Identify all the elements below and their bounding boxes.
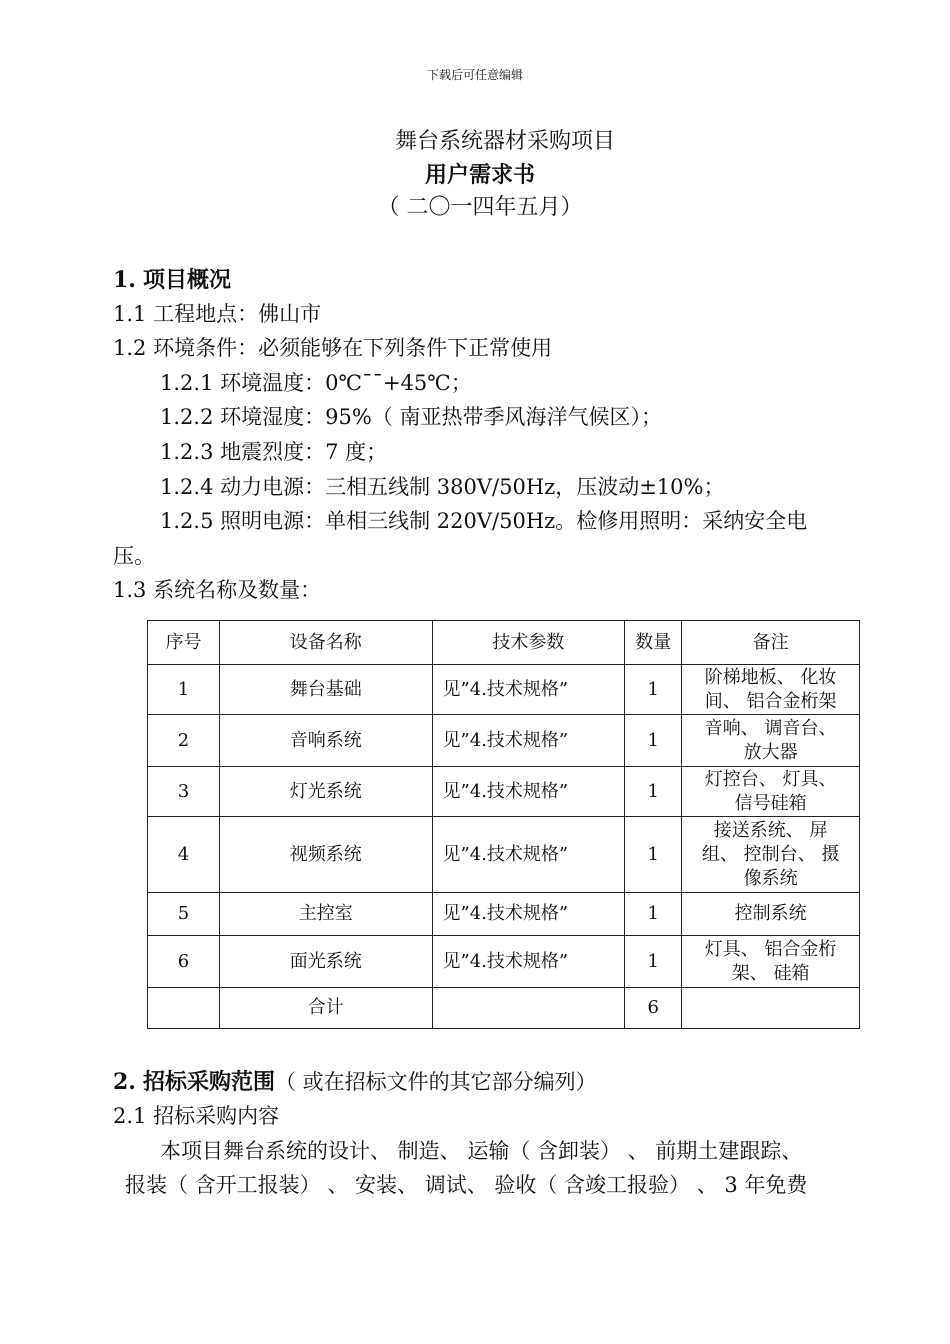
item-1-2: 1.2 环境条件：必须能够在下列条件下正常使用 — [113, 336, 553, 360]
row-name: 视频系统 — [219, 817, 432, 893]
row-qty: 1 — [625, 817, 682, 893]
row-note — [682, 665, 860, 715]
row-no: 1 — [148, 665, 220, 715]
table-row — [148, 715, 860, 767]
total-label: 合计 — [219, 988, 432, 1029]
item-1-2-1: 1.2.1 环境温度：0℃¯¯+45℃； — [160, 371, 472, 395]
header-note: 下载后可任意编辑 — [426, 68, 523, 82]
row-name: 面光系统 — [219, 936, 432, 988]
row-note — [682, 936, 860, 988]
item-1-3: 1.3 系统名称及数量： — [113, 578, 322, 602]
item-1-2-3: 1.2.3 地震烈度：7 度； — [160, 440, 388, 464]
note-line: 灯具、 铝合金桁 — [704, 938, 837, 960]
table-header-row — [148, 621, 860, 665]
row-param: 见”4.技术规格” — [432, 665, 625, 715]
note-line: 像系统 — [743, 867, 798, 889]
table-row — [148, 936, 860, 988]
note-line: 放大器 — [743, 741, 798, 763]
row-param: 见”4.技术规格” — [432, 767, 625, 817]
document-title: 舞台系统器材采购项目 — [394, 129, 615, 154]
note-line: 架、 硅箱 — [731, 962, 810, 984]
header-qty: 数量 — [625, 621, 682, 665]
table-row — [148, 893, 860, 936]
row-no: 2 — [148, 715, 220, 767]
note-line: 阶梯地板、 化妆 — [704, 666, 837, 688]
total-qty: 6 — [625, 988, 682, 1029]
item-1-2-5: 1.2.5 照明电源：单相三线制 220V/50Hz。检修用照明：采纳安全电 — [160, 509, 808, 533]
paragraph-line-1: 本项目舞台系统的设计、 制造、 运输（ 含卸装） 、 前期土建跟踪、 — [160, 1139, 803, 1163]
total-param — [432, 988, 625, 1029]
row-note — [682, 767, 860, 817]
section-1-number: 1. — [113, 267, 136, 293]
item-1-2-4: 1.2.4 动力电源：三相五线制 380V/50Hz，压波动±10%； — [160, 475, 725, 499]
row-param: 见”4.技术规格” — [432, 715, 625, 767]
item-1-2-2: 1.2.2 环境湿度：95%（ 南亚热带季风海洋气候区）； — [160, 405, 662, 429]
item-1-1: 1.1 工程地点：佛山市 — [113, 302, 322, 326]
row-note — [682, 715, 860, 767]
header-note: 备注 — [682, 621, 860, 665]
header-name: 设备名称 — [219, 621, 432, 665]
section-2-title: 招标采购范围 — [142, 1069, 275, 1095]
row-qty: 1 — [625, 893, 682, 936]
section-1-title: 项目概况 — [142, 267, 231, 293]
section-2-title-note: （ 或在招标文件的其它部分编列） — [274, 1070, 597, 1094]
item-2-1: 2.1 招标采购内容 — [113, 1104, 280, 1128]
row-param: 见”4.技术规格” — [432, 936, 625, 988]
row-qty: 1 — [625, 665, 682, 715]
table-row — [148, 767, 860, 817]
total-no — [148, 988, 220, 1029]
row-qty: 1 — [625, 936, 682, 988]
section-2-number: 2. — [113, 1069, 136, 1095]
note-line: 组、 控制台、 摄 — [701, 843, 840, 865]
equipment-table — [147, 620, 860, 1029]
row-name: 舞台基础 — [219, 665, 432, 715]
document-date: （ 二〇一四年五月） — [377, 195, 583, 220]
table-row — [148, 817, 860, 893]
note-line: 间、 铝合金桁架 — [704, 690, 837, 712]
section-2-heading — [113, 1065, 597, 1096]
note-line: 接送系统、 屏 — [713, 819, 828, 841]
row-name: 灯光系统 — [219, 767, 432, 817]
row-note — [682, 893, 860, 936]
section-1-heading — [113, 263, 231, 294]
row-name: 音响系统 — [219, 715, 432, 767]
table-row — [148, 665, 860, 715]
row-no: 5 — [148, 893, 220, 936]
row-qty: 1 — [625, 767, 682, 817]
total-note — [682, 988, 860, 1029]
note-line: 信号硅箱 — [734, 792, 807, 814]
row-note — [682, 817, 860, 893]
note-line: 控制系统 — [734, 903, 807, 924]
row-no: 6 — [148, 936, 220, 988]
row-no: 4 — [148, 817, 220, 893]
paragraph-line-2: 报装（ 含开工报装） 、 安装、 调试、 验收（ 含竣工报验） 、 3 年免费 — [125, 1173, 808, 1197]
row-qty: 1 — [625, 715, 682, 767]
row-name: 主控室 — [219, 893, 432, 936]
item-1-2-5-continued: 压。 — [113, 544, 155, 568]
header-no: 序号 — [148, 621, 220, 665]
row-no: 3 — [148, 767, 220, 817]
document-subtitle: 用户需求书 — [424, 162, 535, 188]
row-param: 见”4.技术规格” — [432, 817, 625, 893]
note-line: 灯控台、 灯具、 — [704, 768, 837, 790]
row-param: 见”4.技术规格” — [432, 893, 625, 936]
note-line: 音响、 调音台、 — [704, 717, 837, 739]
table-total-row — [148, 988, 860, 1029]
header-param: 技术参数 — [432, 621, 625, 665]
